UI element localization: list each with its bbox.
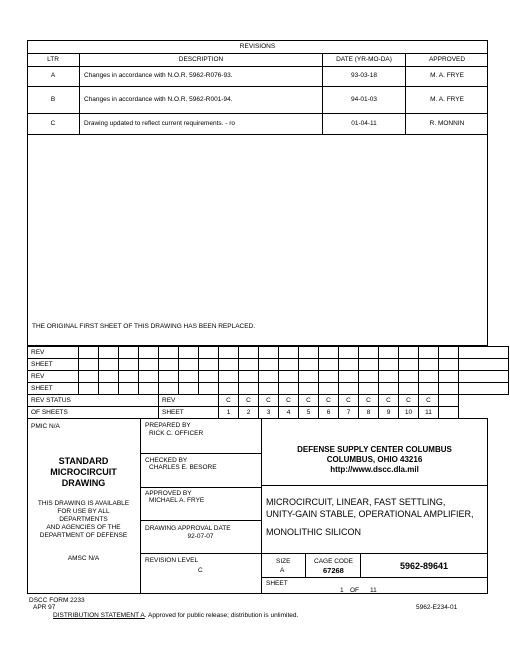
prepared-by-label: PREPARED BY: [145, 422, 191, 429]
sheet-cell: 9: [379, 407, 399, 419]
rev-status-label: REV STATUS: [28, 395, 159, 407]
revision-level-label: REVISION LEVEL: [145, 557, 199, 564]
sheet-cell: 6: [319, 407, 339, 419]
status-row-rev-status: [28, 395, 509, 407]
amsc-text: AMSC N/A: [67, 555, 100, 562]
rev-label: REV: [28, 371, 79, 383]
status-row-sheet: [28, 383, 509, 395]
pmic-text: PMIC N/A: [31, 423, 60, 430]
sheet-cell: 8: [359, 407, 379, 419]
sheet-cell: 10: [399, 407, 419, 419]
sheet-label: SHEET: [28, 359, 79, 371]
approved-by-name: MICHAEL A. FRYE: [149, 497, 205, 504]
revision-ltr: C: [50, 120, 56, 127]
sheet-inner-label: SHEET: [159, 407, 219, 419]
distribution-label: DISTRIBUTION STATEMENT A: [53, 612, 145, 619]
sheet-label: SHEET: [266, 580, 288, 587]
drawing-title: MICROCIRCUIT, LINEAR, FAST SETTLING, UNITY-GAIN STABLE, OPERATIONAL AMPLIFIER, MONOLITHIC SILICON: [266, 497, 474, 537]
replaced-note: THE ORIGINAL FIRST SHEET OF THIS DRAWING HAS BEEN REPLACED.: [32, 323, 256, 330]
rev-cell: C: [359, 395, 379, 407]
sheet-label: SHEET: [28, 383, 79, 395]
rev-label: REV: [28, 347, 79, 359]
revision-approved: M. A. FRYE: [430, 96, 464, 103]
revision-approved: R. MONNIN: [429, 120, 465, 127]
rev-cell: C: [219, 395, 239, 407]
sheet-cell: 5: [299, 407, 319, 419]
distribution-statement: [53, 612, 298, 620]
revision-date: 93-03-18: [350, 72, 378, 79]
prepared-by-name: RICK C. OFFICER: [149, 430, 204, 437]
revision-level: C: [198, 567, 203, 574]
revision-description: Changes in accordance with N.O.R. 5962-R076-93.: [84, 72, 233, 79]
rev-cell: C: [379, 395, 399, 407]
sheet-cell: 2: [239, 407, 259, 419]
sheet-cell: 1: [219, 407, 239, 419]
header-ltr: LTR: [47, 56, 59, 63]
drawing-number: 5962-89641: [399, 561, 449, 571]
revision-ltr: A: [50, 72, 56, 79]
rev-cell: C: [279, 395, 299, 407]
header-approved: APPROVED: [428, 56, 466, 63]
cage-code: 67268: [323, 566, 344, 575]
revision-date: 94-01-03: [350, 96, 378, 103]
availability-note: THIS DRAWING IS AVAILABLE FOR USE BY ALL DEPARTMENTS AND AGENCIES OF THE DEPARTMENT OF DEFENSE: [37, 500, 130, 539]
agency-block: DEFENSE SUPPLY CENTER COLUMBUS COLUMBUS, OHIO 43216 http://www.dscc.dla.mil: [297, 445, 452, 474]
distribution-text: . Approved for public release; distribution is unlimited.: [144, 612, 299, 619]
sheet-total: 11: [370, 587, 377, 594]
rev-cell: C: [299, 395, 319, 407]
rev-cell: C: [419, 395, 439, 407]
rev-cell: C: [319, 395, 339, 407]
sheet-cell: 11: [419, 407, 439, 419]
revision-description: Changes in accordance with N.O.R. 5962-R001-94.: [84, 96, 233, 103]
rev-cell: C: [239, 395, 259, 407]
sheet-cell: 7: [339, 407, 359, 419]
size-label: SIZE: [276, 558, 291, 565]
checked-by-name: CHARLES E. BESORE: [149, 464, 217, 471]
revision-date: 01-04-11: [351, 120, 377, 127]
form-number: DSCC FORM 2233: [29, 597, 85, 604]
standard-title: STANDARD MICROCIRCUIT DRAWING: [50, 456, 117, 488]
rev-inner-label: REV: [159, 395, 219, 407]
status-row-of-sheets: [28, 407, 509, 419]
document-code: 5962-E234-01: [416, 604, 458, 611]
revision-ltr: B: [50, 96, 56, 103]
of-label: OF: [350, 587, 360, 594]
status-row-rev-top: [28, 347, 509, 359]
cage-code-label: CAGE CODE: [314, 558, 354, 565]
rev-cell: C: [339, 395, 359, 407]
approval-date-label: DRAWING APPROVAL DATE: [145, 525, 231, 532]
sheet-cell: 3: [259, 407, 279, 419]
rev-cell: C: [259, 395, 279, 407]
checked-by-label: CHECKED BY: [145, 457, 188, 464]
status-row-sheet-top: [28, 359, 509, 371]
header-description: DESCRIPTION: [178, 56, 224, 63]
rev-cell: C: [399, 395, 419, 407]
sheet-number: 1: [340, 587, 344, 594]
header-date: DATE (YR-MO-DA): [336, 56, 392, 63]
revision-approved: M. A. FRYE: [430, 72, 464, 79]
status-grid: [27, 346, 509, 419]
status-row-rev: [28, 371, 509, 383]
size-value: A: [280, 567, 285, 574]
form-date: APR 97: [33, 604, 56, 611]
of-sheets-label: OF SHEETS: [28, 407, 159, 419]
sheet-cell: 4: [279, 407, 299, 419]
approved-by-label: APPROVED BY: [145, 490, 192, 497]
approval-date: 92-07-07: [187, 533, 214, 540]
revisions-title: REVISIONS: [239, 43, 276, 50]
revision-description: Drawing updated to reflect current requirements. - ro: [84, 120, 236, 127]
